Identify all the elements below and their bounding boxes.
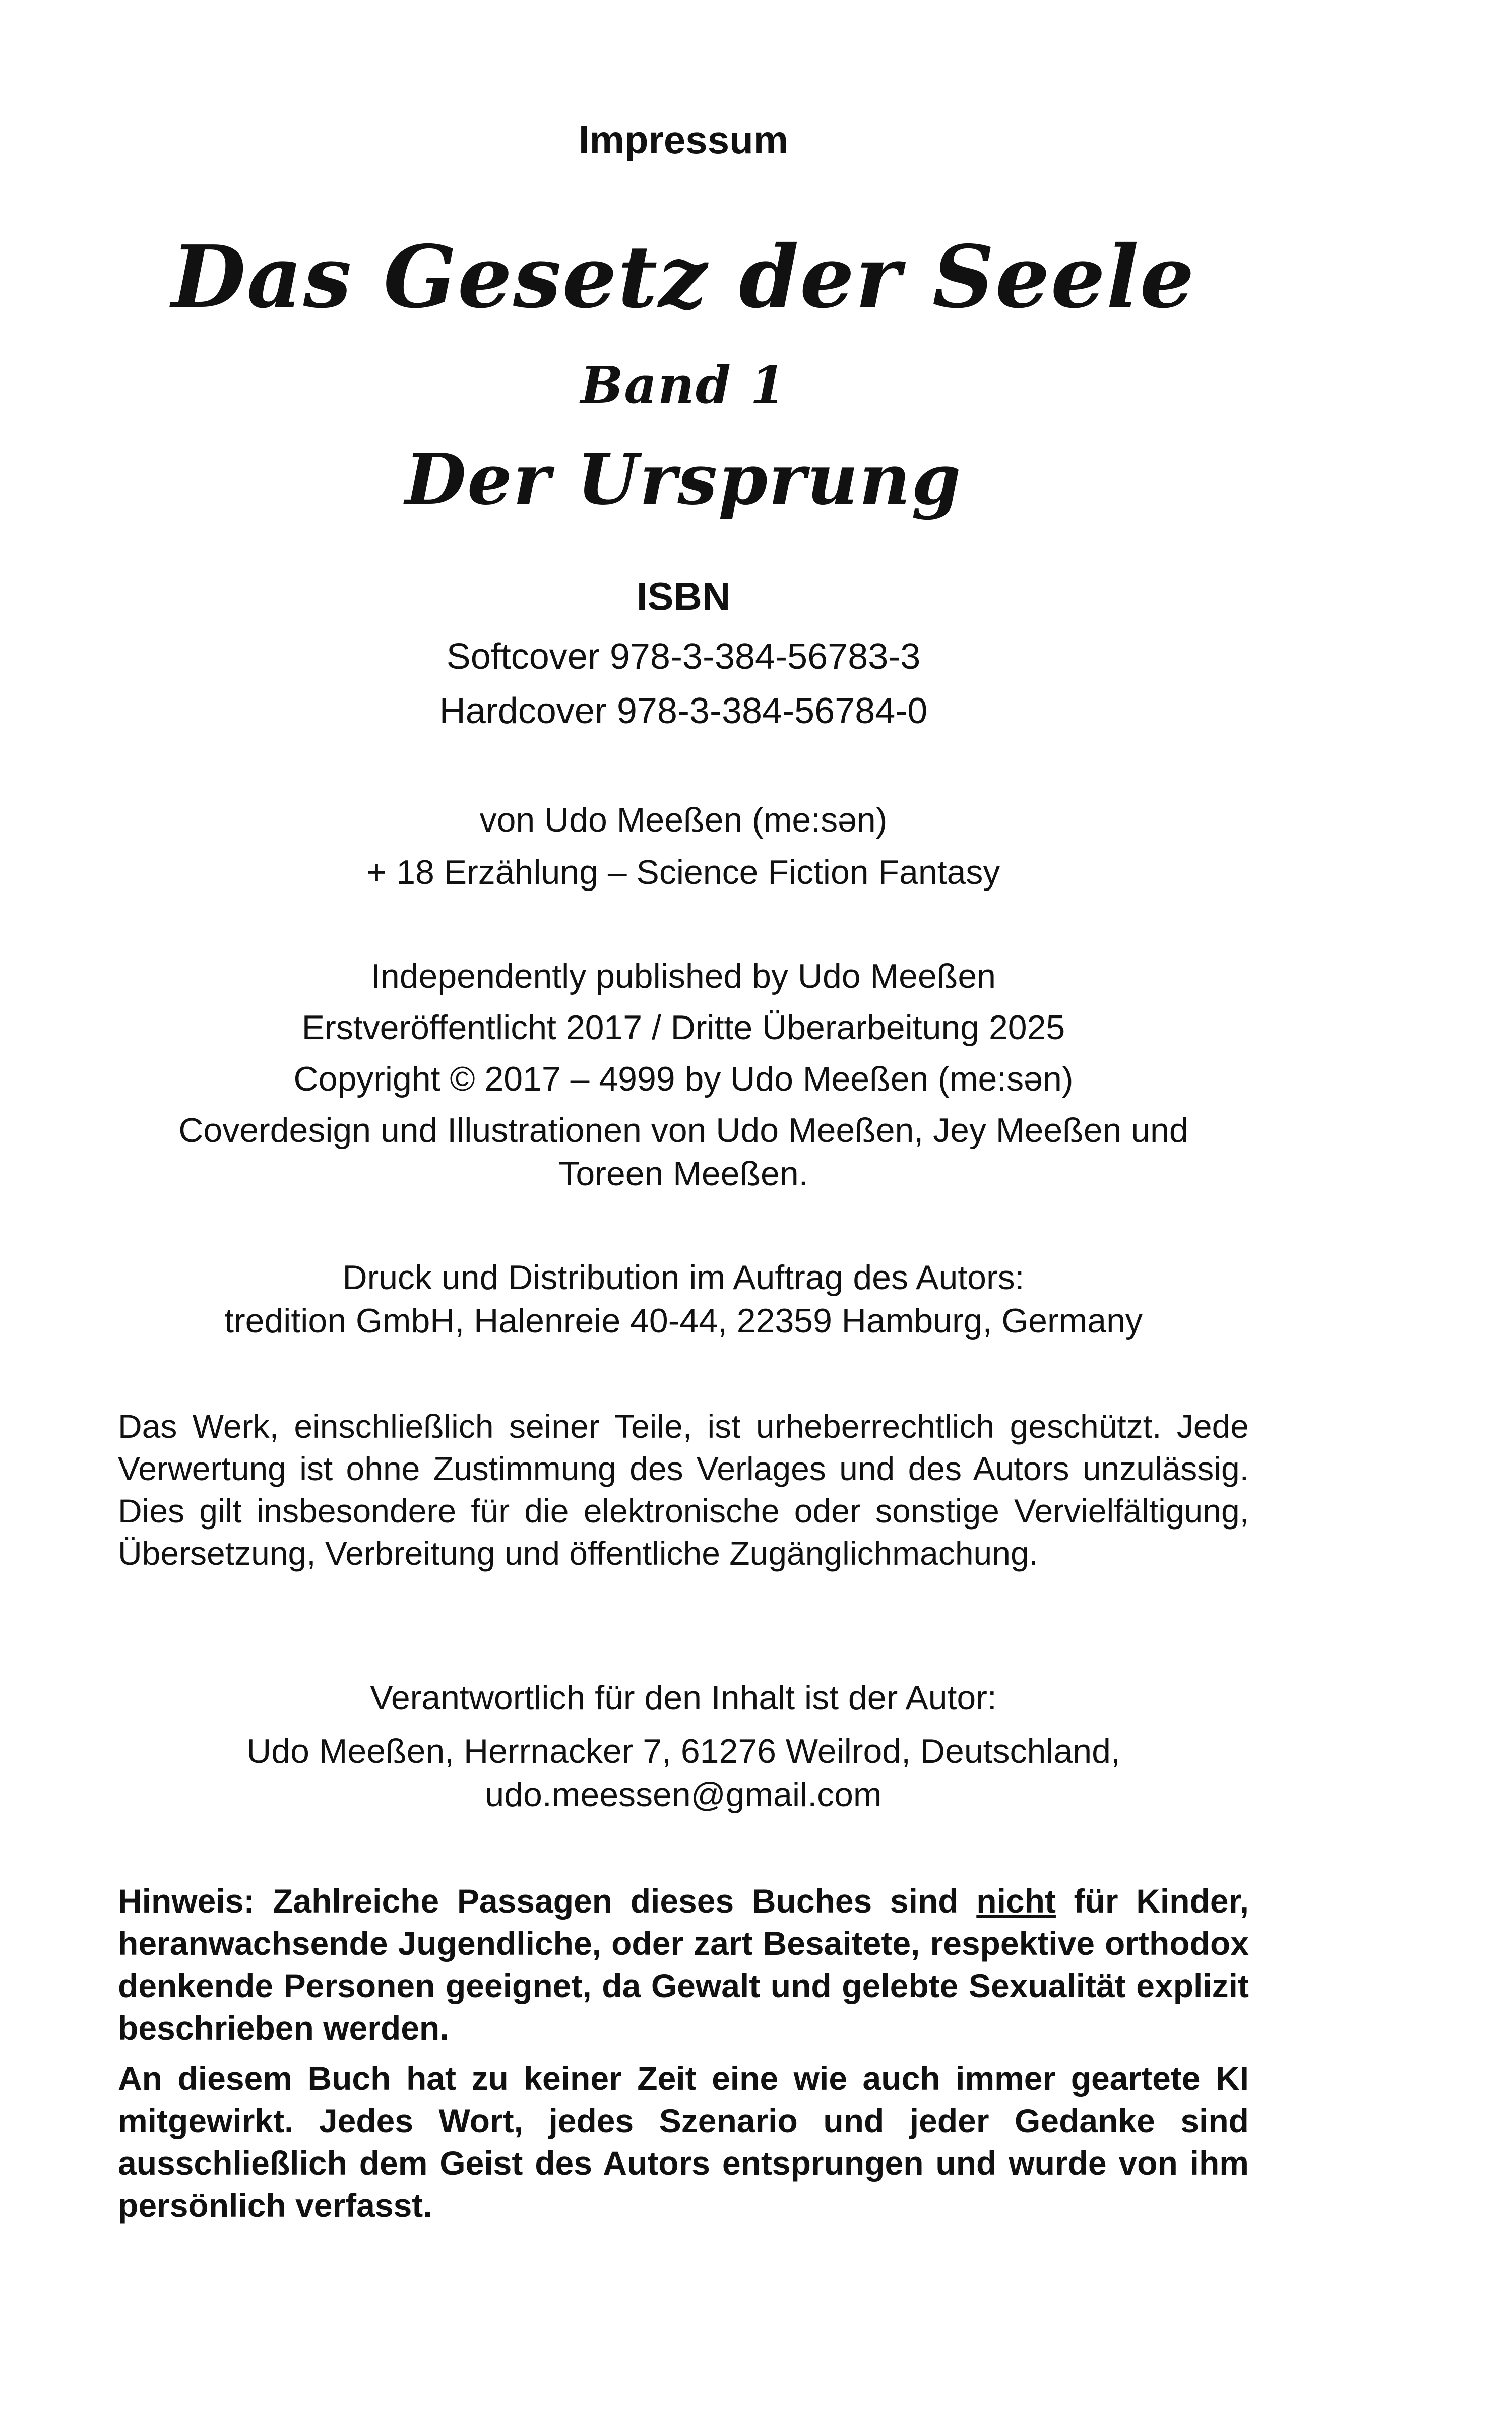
notice-part-1: Hinweis: Zahlreiche Passagen dieses Buches sind bbox=[118, 1882, 959, 1920]
legal-paragraph: Das Werk, einschließlich seiner Teile, ist urheberrechtlich geschützt. Jede Verwertung ist ohne Zustimmung des Verlages und des Autors unzulässig. Dies gilt insbesondere für die elektronische oder sonstige Vervielfältigung, Übersetzung, Verbreitung und öffentliche Zugänglichmachung. bbox=[118, 1408, 1249, 1572]
isbn-label: ISBN bbox=[636, 574, 731, 618]
copyright-line: Copyright © 2017 – 4999 by Udo Meeßen (me:sən) bbox=[293, 1060, 1074, 1098]
book-title: Das Gesetz der Seele bbox=[171, 227, 1195, 328]
publisher-line: Independently published by Udo Meeßen bbox=[371, 957, 996, 995]
book-subtitle: Der Ursprung bbox=[405, 438, 962, 521]
content-notice bbox=[118, 1880, 1249, 2049]
isbn-softcover: Softcover 978-3-384-56783-3 bbox=[446, 637, 921, 677]
notice-emphasis: nicht bbox=[976, 1882, 1056, 1920]
responsible-line: Verantwortlich für den Inhalt ist der Autor: bbox=[370, 1679, 997, 1717]
notice-part-2: für Kinder, heranwachsende Jugendliche, oder zart Besaitete, respektive orthodox denkende Personen geeignet, da Gewalt und gelebte Sexualität explizit beschrieben werden. bbox=[118, 1882, 1249, 2047]
distribution-address: tredition GmbH, Halenreie 40-44, 22359 Hamburg, Germany bbox=[224, 1302, 1143, 1340]
distribution-line: Druck und Distribution im Auftrag des Autors: bbox=[342, 1258, 1025, 1297]
isbn-hardcover: Hardcover 978-3-384-56784-0 bbox=[439, 691, 928, 731]
responsible-address: Udo Meeßen, Herrnacker 7, 61276 Weilrod, Deutschland, bbox=[246, 1732, 1120, 1770]
author-by-line: von Udo Meeßen (me:sən) bbox=[479, 801, 888, 839]
cover-credits-line-2: Toreen Meeßen. bbox=[558, 1155, 808, 1193]
ai-statement: An diesem Buch hat zu keiner Zeit eine wie auch immer geartete KI mitgewirkt. Jedes Wort, jedes Szenario und jeder Gedanke sind ausschließlich dem Geist des Autors entsprungen und wurde von ihm persönlich verfasst. bbox=[118, 2060, 1249, 2224]
book-volume: Band 1 bbox=[580, 355, 787, 415]
cover-credits-line: Coverdesign und Illustrationen von Udo Meeßen, Jey Meeßen und bbox=[178, 1111, 1188, 1150]
imprint-heading: Impressum bbox=[578, 117, 789, 162]
genre-line: + 18 Erzählung – Science Fiction Fantasy bbox=[366, 853, 1000, 892]
editions-line: Erstveröffentlicht 2017 / Dritte Überarbeitung 2025 bbox=[301, 1008, 1065, 1047]
responsible-email: udo.meessen@gmail.com bbox=[485, 1775, 882, 1814]
